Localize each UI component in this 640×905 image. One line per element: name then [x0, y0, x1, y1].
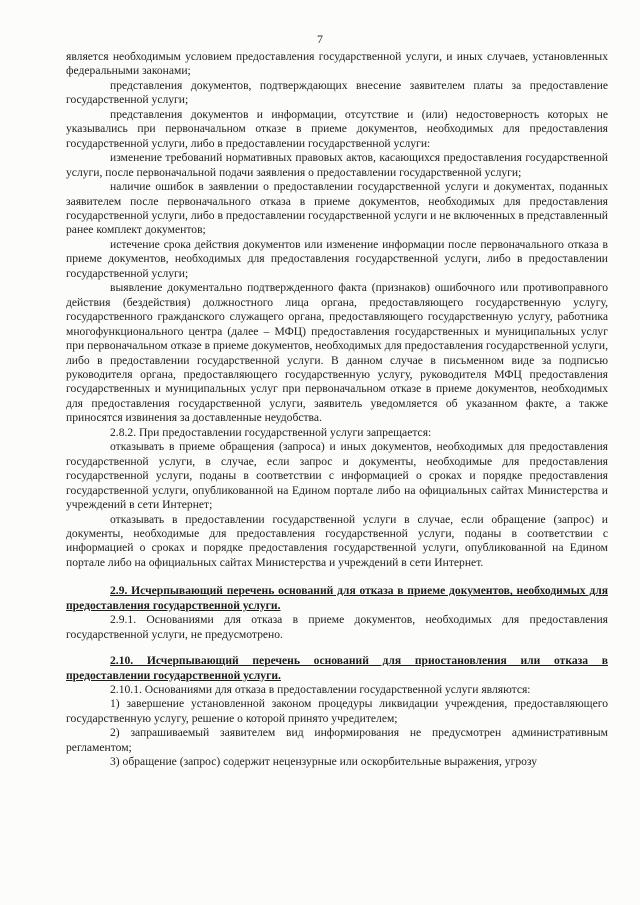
paragraph: 2.10.1. Основаниями для отказа в предоставлении государственной услуги являются:	[110, 683, 531, 697]
paragraph: отказывать в приеме обращения (запроса) и иных документов, необходимых для предоставления государственной услуги, в случае, если запрос и документы, необходимые для предоставления государственной услуги, поданы в соответствии с информацией о сроках и порядке предоставления государственной услуги, опубликованной на Едином портале либо на официальных сайтах Министерства и учреждений в сети Интернет;	[66, 440, 608, 512]
paragraph: истечение срока действия документов или изменение информации после первоначального отказа в приеме документов, необходимых для предоставления государственной услуги, либо в предоставлении государственной услуги;	[66, 237, 608, 280]
page-number: 7	[317, 32, 323, 46]
section-heading-2-9: 2.9. Исчерпывающий перечень оснований для отказа в приеме документов, необходимых для предоставления государственной услуги.	[66, 584, 608, 612]
document-body	[66, 50, 608, 770]
paragraph: 2) запрашиваемый заявителем вид информирования не предусмотрен административным регламентом;	[66, 726, 608, 754]
paragraph: изменение требований нормативных правовых актов, касающихся предоставления государственной услуги, после первоначальной подачи заявления о предоставлении государственной услуги;	[66, 151, 608, 179]
spacer	[66, 642, 608, 654]
paragraph: 2.8.2. При предоставлении государственной услуги запрещается:	[110, 425, 432, 439]
paragraph: 2.9.1. Основаниями для отказа в приеме документов, необходимых для предоставления государственной услуги, не предусмотрено.	[66, 613, 608, 641]
paragraph: является необходимым условием предоставления государственной услуги, и иных случаев, установленных федеральными законами;	[66, 50, 608, 78]
paragraph: 3) обращение (запрос) содержит нецензурные или оскорбительные выражения, угрозу	[110, 755, 538, 769]
paragraph: представления документов и информации, отсутствие и (или) недостоверность которых не указывались при первоначальном отказе в приеме документов, необходимых для предоставления государственной услуги, либо в предоставлении государственной услуги:	[66, 107, 608, 150]
paragraph: наличие ошибок в заявлении о предоставлении государственной услуги и документах, поданных заявителем после первоначального отказа в приеме документов, необходимых для предоставления государственной услуги, либо в предоставлении государственной услуги и не включенных в представленный ранее комплект документов;	[66, 180, 608, 237]
section-heading-2-10: 2.10. Исчерпывающий перечень оснований для приостановления или отказа в предоставлении государственной услуги.	[66, 654, 608, 682]
paragraph: выявление документально подтвержденного факта (признаков) ошибочного или противоправного действия (бездействия) должностного лица органа, предоставляющего государственную услугу, государственного гражданского служащего органа, предоставляющего государственную услугу, работника многофункционального центра (далее – МФЦ) предоставления государственных и муниципальных услуг при первоначальном отказе в приеме документов, необходимых для предоставления государственной услуги, либо в предоставлении государственной услуги. В данном случае в письменном виде за подписью руководителя органа, предоставляющего государственную услугу, руководителя МФЦ предоставления государственных и муниципальных услуг при первоначальном отказе в приеме документов, необходимых для предоставления государственной услуги, заявитель уведомляется об указанном факте, а также приносятся извинения за доставленные неудобства.	[66, 281, 608, 425]
paragraph: представления документов, подтверждающих внесение заявителем платы за предоставление государственной услуги;	[66, 78, 608, 107]
paragraph: 1) завершение установленной законом процедуры ликвидации учреждения, предоставляющего государственную услугу, решение о которой принято учредителем;	[66, 697, 608, 725]
spacer	[66, 570, 608, 584]
paragraph: отказывать в предоставлении государственной услуги в случае, если обращение (запрос) и документы, необходимые для предоставления государственной услуги, поданы в соответствии с информацией о сроках и порядке предоставления государственной услуги, опубликованной на Едином портале либо на официальных сайтах Министерства и учреждений в сети Интернет.	[66, 512, 608, 569]
